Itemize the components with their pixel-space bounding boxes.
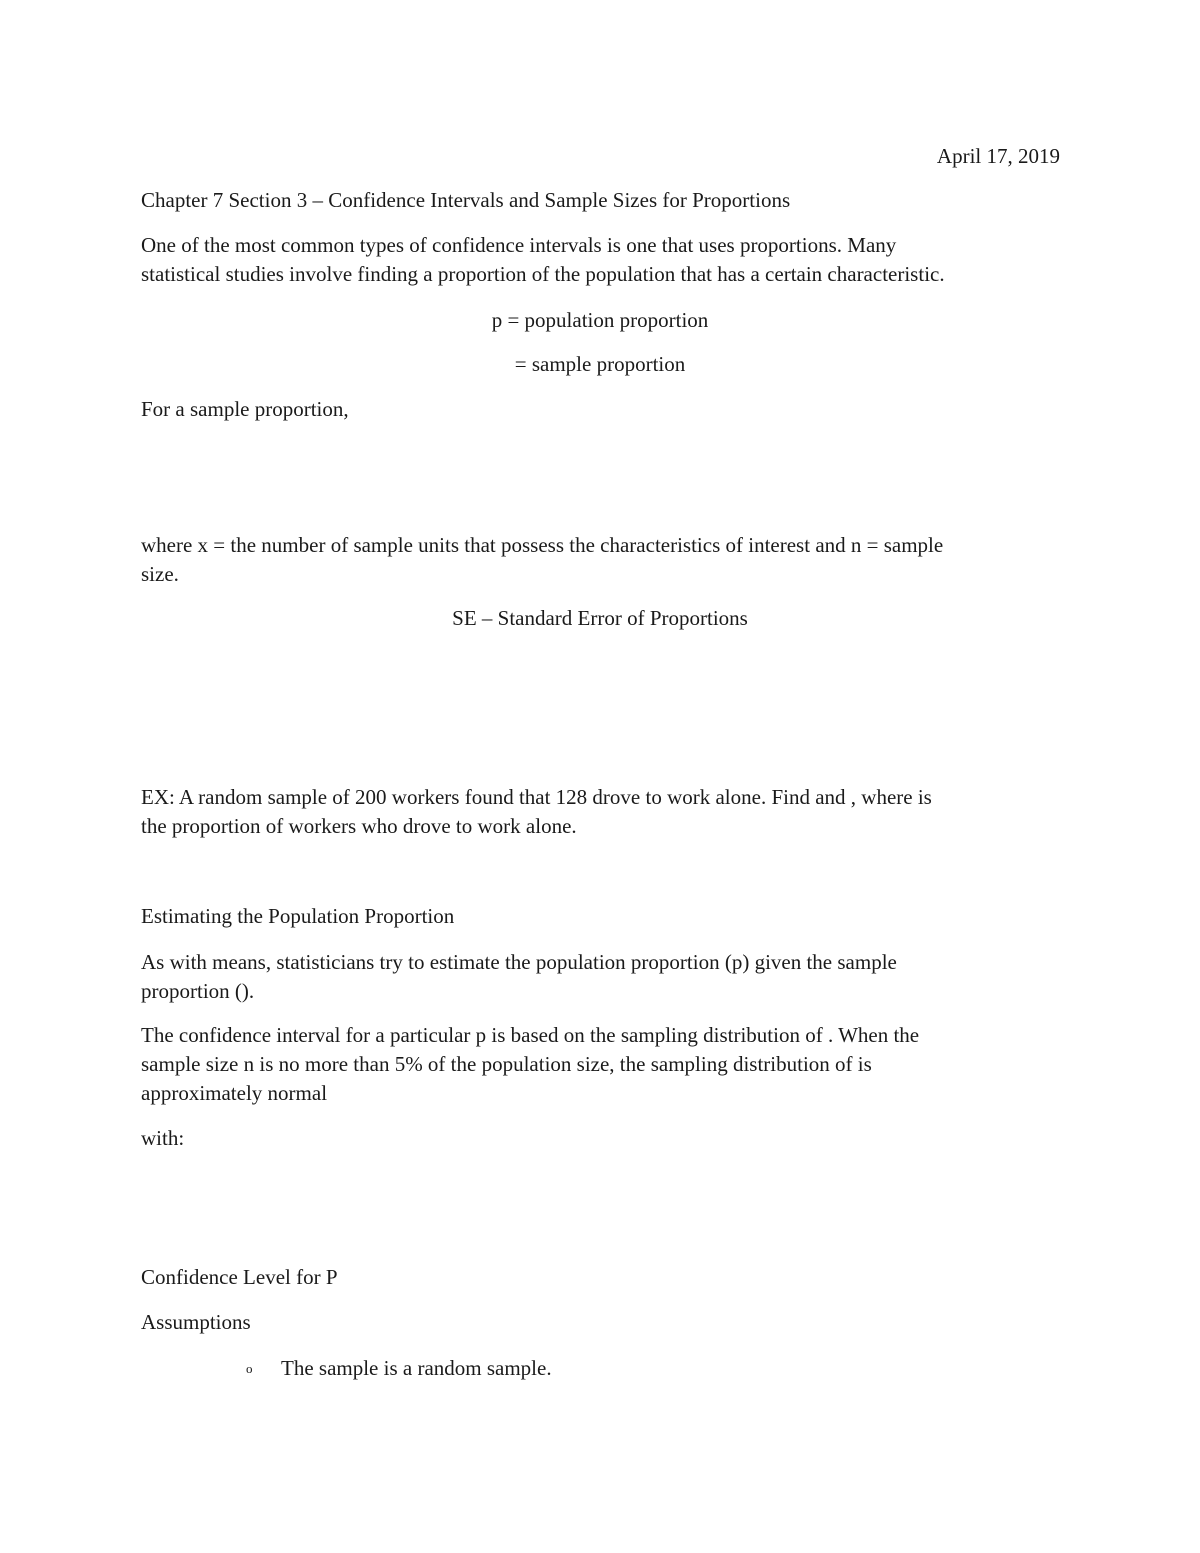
ci-line-3: approximately normal: [141, 1081, 328, 1105]
estimating-line-2: proportion ().: [141, 979, 255, 1003]
assumption-text: The sample is a random sample.: [281, 1356, 552, 1380]
confidence-level-heading: Confidence Level for P: [141, 1265, 338, 1289]
sample-proportion-definition: = sample proportion: [514, 352, 686, 376]
hollow-bullet-icon: o: [246, 1361, 253, 1376]
with-label: with:: [141, 1126, 185, 1150]
estimating-line-1: As with means, statisticians try to estimate the population proportion (p) given the sample: [141, 950, 897, 974]
example-line-1: EX: A random sample of 200 workers found that 128 drove to work alone. Find and , where is: [141, 785, 932, 809]
standard-error-heading: SE – Standard Error of Proportions: [452, 606, 748, 630]
assumptions-heading: Assumptions: [141, 1310, 251, 1334]
sample-proportion-label: For a sample proportion,: [141, 397, 349, 421]
document-date: April 17, 2019: [936, 144, 1060, 168]
estimating-heading: Estimating the Population Proportion: [141, 904, 455, 928]
intro-line-2: statistical studies involve finding a proportion of the population that has a certain characteristic.: [141, 262, 945, 286]
population-proportion-definition: p = population proportion: [491, 308, 709, 332]
where-line-2: size.: [141, 562, 179, 586]
where-line-1: where x = the number of sample units that possess the characteristics of interest and n = sample: [141, 533, 944, 557]
ci-line-2: sample size n is no more than 5% of the population size, the sampling distribution of is: [141, 1052, 872, 1076]
ci-line-1: The confidence interval for a particular p is based on the sampling distribution of . When the: [141, 1023, 920, 1047]
intro-line-1: One of the most common types of confidence intervals is one that uses proportions. Many: [141, 233, 897, 257]
section-title: Chapter 7 Section 3 – Confidence Intervals and Sample Sizes for Proportions: [141, 188, 791, 212]
assumption-list-item: [246, 1354, 552, 1383]
example-line-2: the proportion of workers who drove to work alone.: [141, 814, 577, 838]
